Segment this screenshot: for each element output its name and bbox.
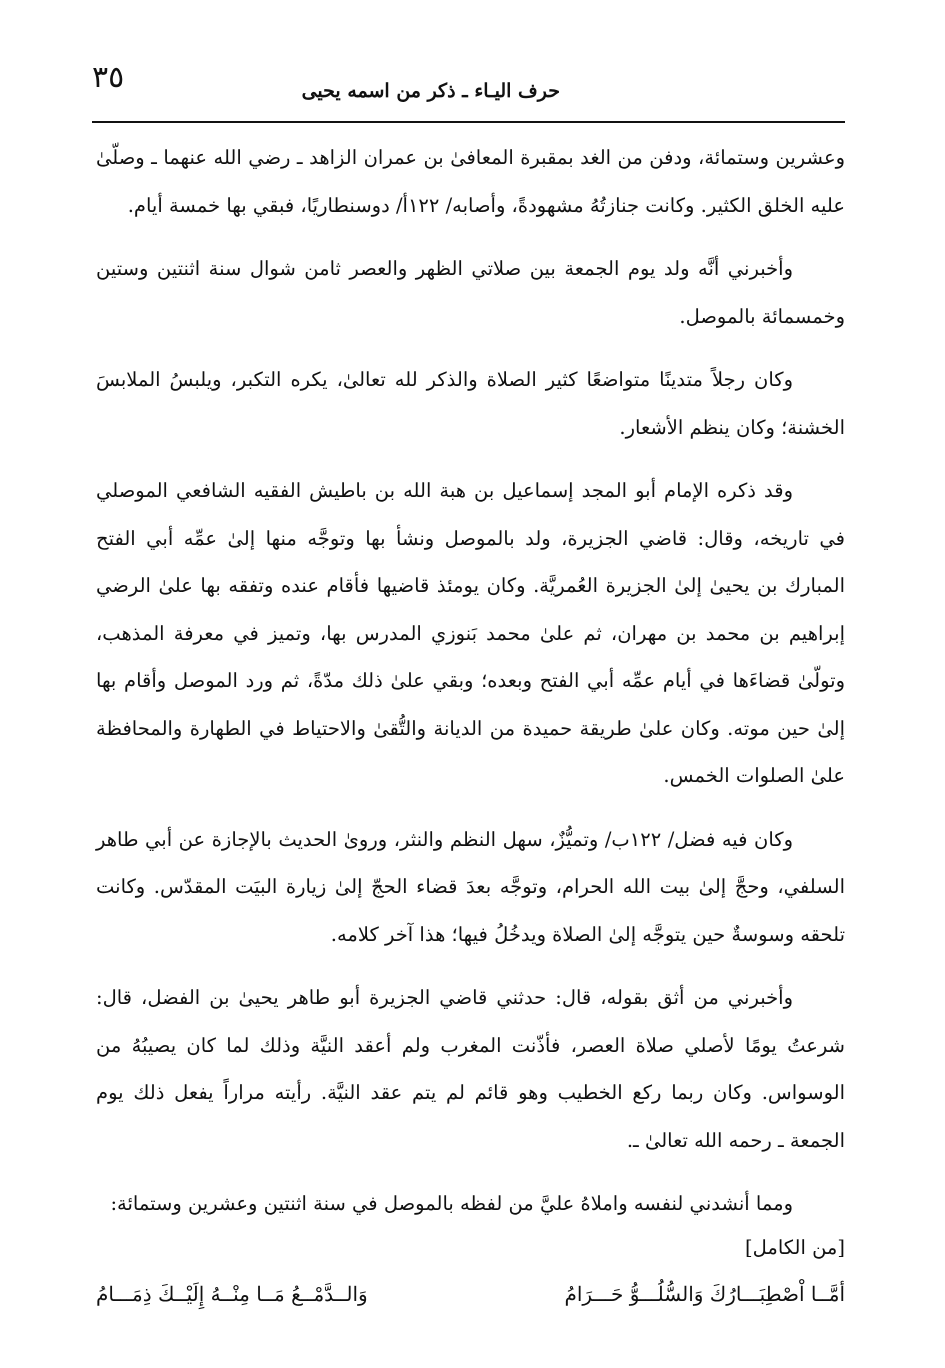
- paragraph-4: وقد ذكره الإمام أبو المجد إسماعيل بن هبة الله بن باطيش الفقيه الشافعي الموصلي في تاريخه، وقال: قاضي الجزيرة، ولد بالموصل ونشأ بها وتوجَّه منها إلىٰ عمِّه أبي الفتح المبارك بن يحيىٰ إلىٰ الجزيرة العُمريَّة. وكان يومئذ قاضيها فأقام عنده وتفقه بها علىٰ الرضي إبراهيم بن محمد بن مهران، ثم علىٰ محمد بَنوزي المدرس بها، وتميز في معرفة المذهب، وتولّىٰ قضاءَها في أيام عمِّه أبي الفتح وبعده؛ وبقي علىٰ ذلك مدّةً، ثم ورد الموصل وأقام بها إلىٰ حين موته. وكان علىٰ طريقة حميدة من الديانة والتُّقىٰ والاحتياط في الطهارة والمحافظة علىٰ الصلوات الخمس.: [96, 479, 845, 787]
- running-header-title: حرف اليـاء ـ ذكر من اسمه يحيى: [301, 80, 560, 102]
- paragraph-6: وأخبرني من أثق بقوله، قال: حدثني قاضي الجزيرة أبو طاهر يحيىٰ بن الفضل، قال: شرعتُ يومًا لأصلي صلاة العصر، فأذّنت المغرب ولم أعقد النيَّة وذلك لما كان يصيبُهُ من الوسواس. وكان ربما ركع الخطيب وهو قائم لم يتم عقد النيَّة. رأيته مراراً يفعل ذلك يوم الجمعة ـ رحمه الله تعالىٰ ـ.: [96, 986, 845, 1152]
- body-text: [96, 134, 845, 1314]
- poem-verse: [96, 1274, 845, 1314]
- paragraph-5: وكان فيه فضل/ ١٢٢ب/ وتميُّزٌ، سهل النظم والنثر، وروىٰ الحديث بالإجازة عن أبي طاهر السلفي، وحجَّ إلىٰ بيت الله الحرام، وتوجَّه بعدَ قضاء الحجّ إلىٰ زيارة البيَت المقدّس. وكانت تلحقه وسوسةٌ حين يتوجَّه إلىٰ الصلاة ويدخُلُ فيها؛ هذا آخر كلامه.: [96, 827, 845, 946]
- paragraph-1: وعشرين وستمائة، ودفن من الغد بمقبرة المعافىٰ بن عمران الزاهد ـ رضي الله عنهما ـ وصلّىٰ عليه الخلق الكثير. وكانت جنازتُهُ مشهودةً، وأصابه/ ١٢٢أ/ دوسنطاريًا، فبقي بها خمسة أيام.: [96, 146, 845, 217]
- page-number: ٣٥: [92, 60, 125, 95]
- verse-first-hemistich: أمَّــا اْصْطِبَـــارُكَ وَالسُّلُـــوُّ حَـــرَامُ: [564, 1281, 845, 1306]
- poem-meter: [من الكامل]: [745, 1235, 845, 1259]
- verse-second-hemistich: وَالــدَّمْــعُ مَــا مِنْــهُ إِلَيْــكَ ذِمَـــامُ: [96, 1281, 368, 1306]
- paragraph-7: ومما أنشدني لنفسه واملاهُ عليَّ من لفظه بالموصل في سنة اثنتين وعشرين وستمائة:: [110, 1192, 793, 1215]
- paragraph-3: وكان رجلاً متدينًا متواضعًا كثير الصلاة والذكر لله تعالىٰ، يكره التكبر، ويلبسُ الملابسَ الخشنة؛ وكان ينظم الأشعار.: [96, 368, 845, 439]
- header-divider: [92, 121, 845, 123]
- paragraph-2: وأخبرني أنَّه ولد يوم الجمعة بين صلاتي الظهر والعصر ثامن شوال سنة اثنتين وستين وخمسمائة بالموصل.: [96, 257, 845, 328]
